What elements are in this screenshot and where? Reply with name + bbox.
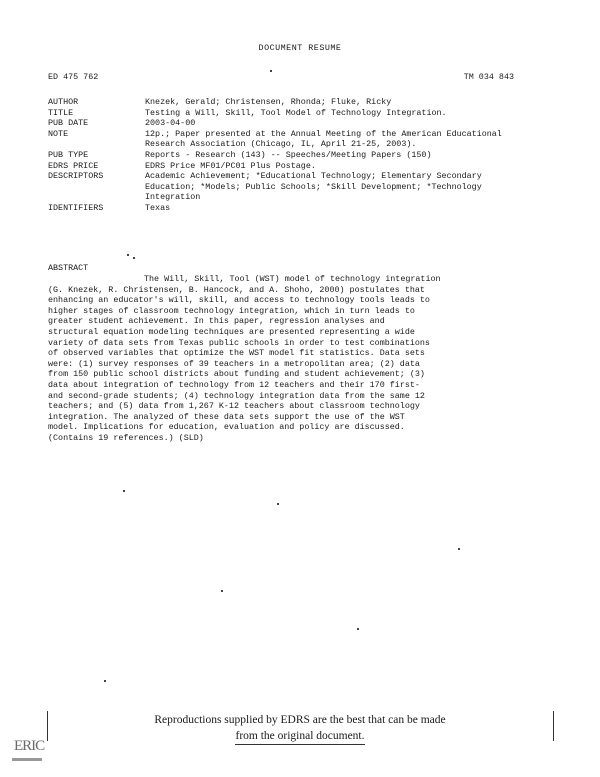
abstract-line: higher stages of classroom technology integration, which in turn leads to	[48, 305, 415, 316]
field-label: TITLE	[48, 107, 74, 118]
field-edrs-price	[48, 161, 518, 172]
field-label: NOTE	[48, 128, 69, 139]
field-pub-type	[48, 150, 518, 161]
abstract-line: integration. The analyzed of these data sets support the use of the WST	[48, 411, 405, 422]
abstract-body	[48, 274, 516, 444]
scan-speck	[123, 490, 125, 492]
field-value: Knezek, Gerald; Christensen, Rhonda; Fluke, Ricky	[145, 97, 392, 107]
field-descriptors	[48, 171, 518, 203]
reproduction-notice-line1: Reproductions supplied by EDRS are the best that can be made	[154, 714, 446, 726]
field-value: Texas	[145, 202, 171, 213]
reproduction-notice-line2: from the original document.	[235, 728, 364, 745]
scan-speck	[270, 70, 272, 72]
field-value: 2003-04-00	[145, 118, 196, 129]
abstract-line: greater student achievement. In this paper, regression analyses and	[48, 316, 385, 327]
abstract-line: from 150 public school districts about funding and student achievement; (3)	[48, 369, 425, 380]
abstract-line: structural equation modeling techniques are presented representing a wide	[48, 326, 415, 337]
abstract-label: ABSTRACT	[48, 263, 89, 273]
field-identifiers	[48, 203, 518, 214]
field-value: EDRS Price MF01/PC01 Plus Postage.	[145, 160, 316, 171]
reproduction-notice	[0, 712, 600, 745]
abstract-line: model. Implications for education, evaluation and policy are discussed.	[48, 422, 405, 433]
field-title	[48, 108, 518, 119]
field-value: Testing a Will, Skill, Tool Model of Technology Integration.	[145, 107, 447, 118]
field-value: 12p.; Paper presented at the Annual Meeting of the American Educational Research Association (Chicago, IL, April 21-25, 2003).	[145, 128, 502, 150]
eric-logo: ERIC	[14, 738, 45, 754]
scan-speck	[458, 548, 460, 550]
field-author	[48, 97, 518, 108]
abstract-line: (G. Knezek, R. Christensen, B. Hancock, and A. Shoho, 2000) postulates that	[48, 284, 425, 295]
tm-number: TM 034 843	[463, 72, 514, 82]
abstract-line: were: (1) survey responses of 39 teachers in a metropolitan area; (2) data	[48, 358, 420, 369]
abstract-line: enhancing an educator's will, skill, and access to technology tools leads to	[48, 295, 430, 306]
field-pub-date	[48, 118, 518, 129]
abstract-line: teachers; and (5) data from 1,267 K-12 teachers about classroom technology	[48, 401, 420, 412]
scan-speck	[127, 254, 129, 256]
eric-logo-bar	[12, 758, 42, 761]
abstract-line: data about integration of technology from 12 teachers and their 170 first-	[48, 379, 420, 390]
abstract-line: of observed variables that optimize the WST model fit statistics. Data sets	[48, 348, 425, 359]
abstract-line: and second-grade students; (4) technology integration data from the same 12	[48, 390, 425, 401]
field-value: Reports - Research (143) -- Speeches/Meeting Papers (150)	[145, 149, 432, 160]
scan-speck	[221, 590, 223, 592]
field-label: EDRS PRICE	[48, 160, 99, 171]
field-label: IDENTIFIERS	[48, 202, 104, 213]
abstract-line: variety of data sets from Texas public schools in order to test combinations	[48, 337, 430, 348]
ed-number: ED 475 762	[48, 72, 99, 82]
scan-speck	[357, 628, 359, 630]
abstract-line: (Contains 19 references.) (SLD)	[48, 432, 204, 443]
scan-speck	[104, 680, 106, 682]
field-value: Academic Achievement; *Educational Technology; Elementary Secondary Education; *Models; Public Schools; *Skill Development; *Technology Integration	[145, 171, 482, 203]
field-label: PUB TYPE	[48, 149, 89, 160]
metadata-fields	[48, 97, 518, 214]
document-header: DOCUMENT RESUME	[258, 43, 342, 53]
field-label: AUTHOR	[48, 97, 79, 107]
field-label: PUB DATE	[48, 118, 89, 129]
scan-speck	[277, 503, 279, 505]
scan-speck	[133, 257, 135, 259]
abstract-line: The Will, Skill, Tool (WST) model of technology integration	[144, 274, 441, 284]
field-label: DESCRIPTORS	[48, 171, 104, 182]
field-note	[48, 129, 518, 150]
